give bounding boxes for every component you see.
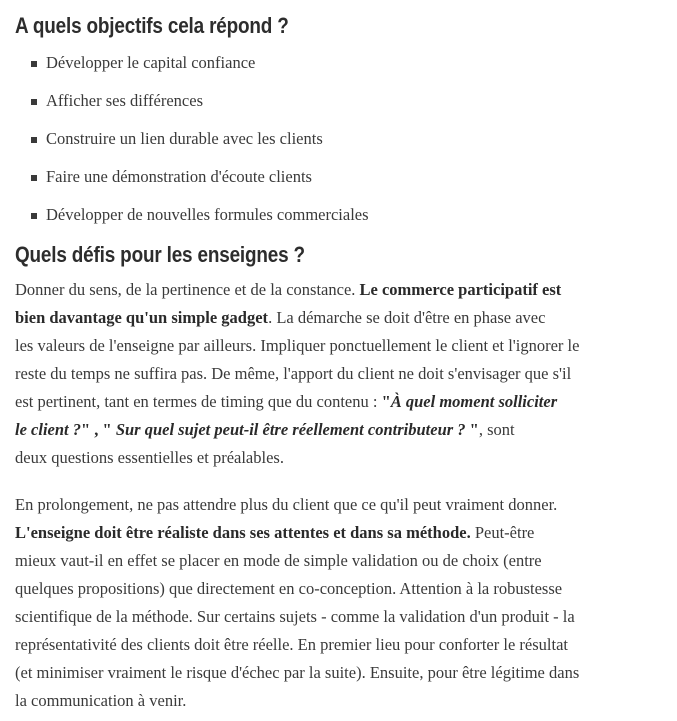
list-item: Construire un lien durable avec les clients: [15, 120, 665, 158]
paragraph-defis-1: [15, 276, 665, 472]
text-line: bien davantage qu'un simple gadget. La démarche se doit d'être en phase avec: [15, 308, 546, 327]
text-line: représentativité des clients doit être réelle. En premier lieu pour conforter le résultat: [15, 635, 568, 654]
text-line: reste du temps ne suffira pas. De même, l'apport du client ne doit s'envisager que s'il: [15, 364, 572, 383]
paragraph-defis-2: [15, 491, 665, 715]
text-line: est pertinent, tant en termes de timing que du contenu : "À quel moment solliciter: [15, 392, 558, 411]
article-content: [15, 0, 665, 715]
text-line: la communication à venir.: [15, 691, 187, 710]
text-line: En prolongement, ne pas attendre plus du client que ce qu'il peut vraiment donner.: [15, 495, 558, 514]
objectives-list: [15, 44, 665, 234]
list-item: Développer le capital confiance: [15, 44, 665, 82]
list-item: Afficher ses différences: [15, 82, 665, 120]
square-bullet-icon: [31, 175, 37, 181]
section-heading-defis: Quels défis pour les enseignes ?: [15, 242, 305, 267]
text-line: (et minimiser vraiment le risque d'échec par la suite). Ensuite, pour être légitime dans: [15, 663, 580, 682]
square-bullet-icon: [31, 61, 37, 67]
square-bullet-icon: [31, 99, 37, 105]
section-heading-objectifs: A quels objectifs cela répond ?: [15, 13, 289, 38]
list-item: Faire une démonstration d'écoute clients: [15, 158, 665, 196]
text-line: L'enseigne doit être réaliste dans ses attentes et dans sa méthode. Peut-être: [15, 523, 535, 542]
text-line: le client ?" , " Sur quel sujet peut-il être réellement contributeur ? ", sont: [15, 420, 515, 439]
text-line: deux questions essentielles et préalables.: [15, 448, 284, 467]
square-bullet-icon: [31, 213, 37, 219]
square-bullet-icon: [31, 137, 37, 143]
text-line: quelques propositions) que directement en co-conception. Attention à la robustesse: [15, 579, 563, 598]
text-line: mieux vaut-il en effet se placer en mode de simple validation ou de choix (entre: [15, 551, 542, 570]
text-line: Donner du sens, de la pertinence et de la constance. Le commerce participatif est: [15, 280, 562, 299]
text-line: les valeurs de l'enseigne par ailleurs. Impliquer ponctuellement le client et l'ignorer le: [15, 336, 580, 355]
text-line: scientifique de la méthode. Sur certains sujets - comme la validation d'un produit - la: [15, 607, 575, 626]
list-item: Développer de nouvelles formules commerciales: [15, 196, 665, 234]
